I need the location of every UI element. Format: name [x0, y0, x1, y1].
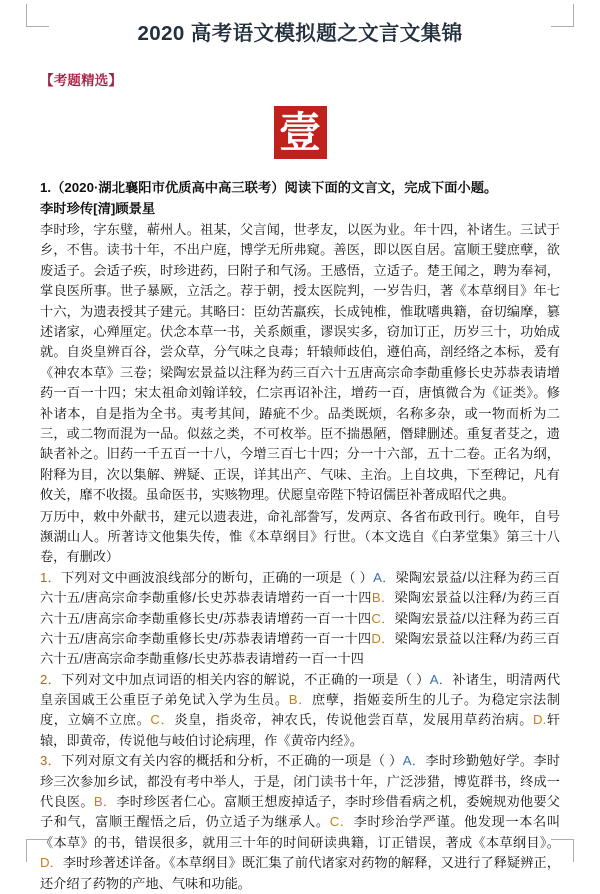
option-letter[interactable]: C． — [371, 610, 395, 626]
option-text[interactable]: 梁陶宏景益/以注释为药三百六十五/唐高宗命李勣重修长史/苏恭表请增药一百一十四 — [40, 610, 560, 646]
question-item — [40, 751, 560, 894]
question-stem: 下列对文中加点词语的相关内容的解说，不正确的一项是（ ） — [61, 671, 430, 687]
passage-paragraph: 万历中，敕中外献书，建元以遗表进，命礼部誊写，发两京、各省布政刊行。晚年，自号濒湖山人。所著诗文他集失传，惟《本草纲目》行世。（本文选自《白茅堂集》第三十八卷，有删改） — [40, 508, 560, 565]
option-letter[interactable]: B． — [288, 692, 312, 708]
option-letter[interactable]: B． — [93, 794, 117, 810]
option-letter[interactable]: A． — [402, 753, 426, 769]
passage-paragraph: 李时珍，字东璧，蕲州人。祖某，父言闻，世孝友，以医为业。年十四，补诸生。三试于乡，不售。读书十年，不出户庭，博学无所弗窥。善医，即以医自居。富顺王嬖庶孽，欲废适子。会适子疾，时珍进药，曰附子和气汤。王感悟，立适子。楚王闻之，聘为奉祠，掌良医所事。世子暴厥，立活之。荐于朝，授太医院判，一岁告归，著《本草纲目》年七十六，为遗表授其子建元。其略曰：臣幼苦羸疾，长成钝椎，惟耽嗜典籍，奋切编摩，篡述诸家，心殚厘定。伏念本草一书，关系颇重，谬误实多，窃加订正，历岁三十，功始成就。自炎皇辨百谷，尝众草，分气味之良毒；轩辕师歧伯，遵伯高，剖经络之本标，爰有《神农本草》三卷；梁陶宏景益以注释为药三百六十五唐高宗命李勣重修长史苏恭表请增药一百一十四；宋太祖命刘翰详较，仁宗再诏补注，增药一百，唐慎微合为《证类》。修补诸本，自是指为全书。夷考其间，踳疵不少。品类既烦，名称多杂，或一物而析为二三，或二物而混为一品。似兹之类，不可枚举。臣不揣愚陋，僭肆删述。重复者芟之，遗缺者补之。旧药一千五百一十八，今增三百七十四；分一十六部，五十二卷。正名为纲，附释为目，次以集解、辨疑、正误，详其出产、气味、主治。上自坟典，下至稗记，凡有攸关，靡不收掇。虽命医书，实赅物理。伏愿皇帝陛下特诏儒臣补著成昭代之典。 — [40, 222, 560, 503]
option-text[interactable]: 李时珍治学严谨。他发现一本名叫《本草》的书，错误很多，就用三十年的时间研读典籍，订正错误，著成《本草纲目》。 — [40, 814, 561, 850]
question-item — [40, 568, 560, 670]
option-text[interactable]: 梁陶宏景益以注释/为药三百六十五/唐高宗命李勣重修/长史苏恭表请增药一百一十四 — [40, 630, 560, 667]
option-letter[interactable]: D. — [533, 712, 547, 728]
option-letter[interactable]: A． — [373, 569, 396, 585]
option-text[interactable]: 李时珍著述详备。《本草纲目》既汇集了前代诸家对药物的解释，又进行了释疑辨正，还介绍了药物的产地、气味和功能。 — [40, 855, 560, 891]
option-text[interactable]: 李时珍勤勉好学。李时珍三次参加乡试，都没有考中举人，于是，闭门读书十年，广泛涉猎，博览群书，终成一代良医。 — [40, 753, 561, 810]
option-text[interactable]: 补诸生，明清两代皇亲国戚王公重臣子弟免试入学为生员。 — [40, 671, 561, 708]
option-text[interactable]: 庶孽，指姬妾所生的儿子。为稳定宗法制度，立嫡不立庶。 — [40, 692, 561, 728]
question-block-heading: 1.（2020·湖北襄阳市优质高中高三联考）阅读下面的文言文，完成下面小题。 — [40, 179, 498, 195]
question-number: 2． — [40, 671, 62, 687]
question-number: 1． — [40, 569, 61, 585]
option-text[interactable]: 梁陶宏景益以注释/为药三百六十五/唐高宗命李勣重修长史/苏恭表请增药一百一十四 — [40, 590, 561, 626]
passage-title: 李时珍传[清]顾景星 — [40, 200, 156, 216]
seal-number-one-icon: 壹 — [274, 106, 327, 159]
option-letter[interactable]: B． — [371, 590, 395, 606]
option-letter[interactable]: A． — [429, 671, 453, 687]
page-title: 2020 高考语文模拟题之文言文集锦 — [137, 22, 463, 45]
option-text[interactable]: 梁陶宏景益/以注释为药三百六十五/唐高宗命李勣重修/长史苏恭表请增药一百一十四 — [40, 569, 560, 606]
option-letter[interactable]: C． — [329, 814, 354, 830]
question-stem: 下列对文中画波浪线部分的断句，正确的一项是（ ） — [60, 569, 374, 585]
option-text[interactable]: 李时珍医者仁心。富顺王想废掉适子，李时珍借看病之机，委婉规劝他要父子和气，富顺王醒悟之后，仍立适子为继承人。 — [40, 794, 560, 830]
option-text[interactable]: 轩辕，即黄帝，传说他与岐伯讨论病理，作《黄帝内经》。 — [40, 712, 561, 748]
option-letter[interactable]: D． — [371, 630, 395, 646]
option-letter[interactable]: D． — [40, 855, 63, 871]
seal-image-container — [40, 106, 560, 164]
question-number: 3． — [40, 753, 62, 769]
question-stem: 下列对原文有关内容的概括和分析，不正确的一项是（ ） — [61, 753, 403, 769]
option-text[interactable]: 炎皇，指炎帝，神农氏，传说他尝百草，发展用草药治病。 — [174, 712, 534, 728]
section-tag-selected-questions: 【考题精选】 — [40, 72, 123, 88]
option-letter[interactable]: C． — [150, 712, 175, 728]
question-item — [40, 670, 560, 752]
